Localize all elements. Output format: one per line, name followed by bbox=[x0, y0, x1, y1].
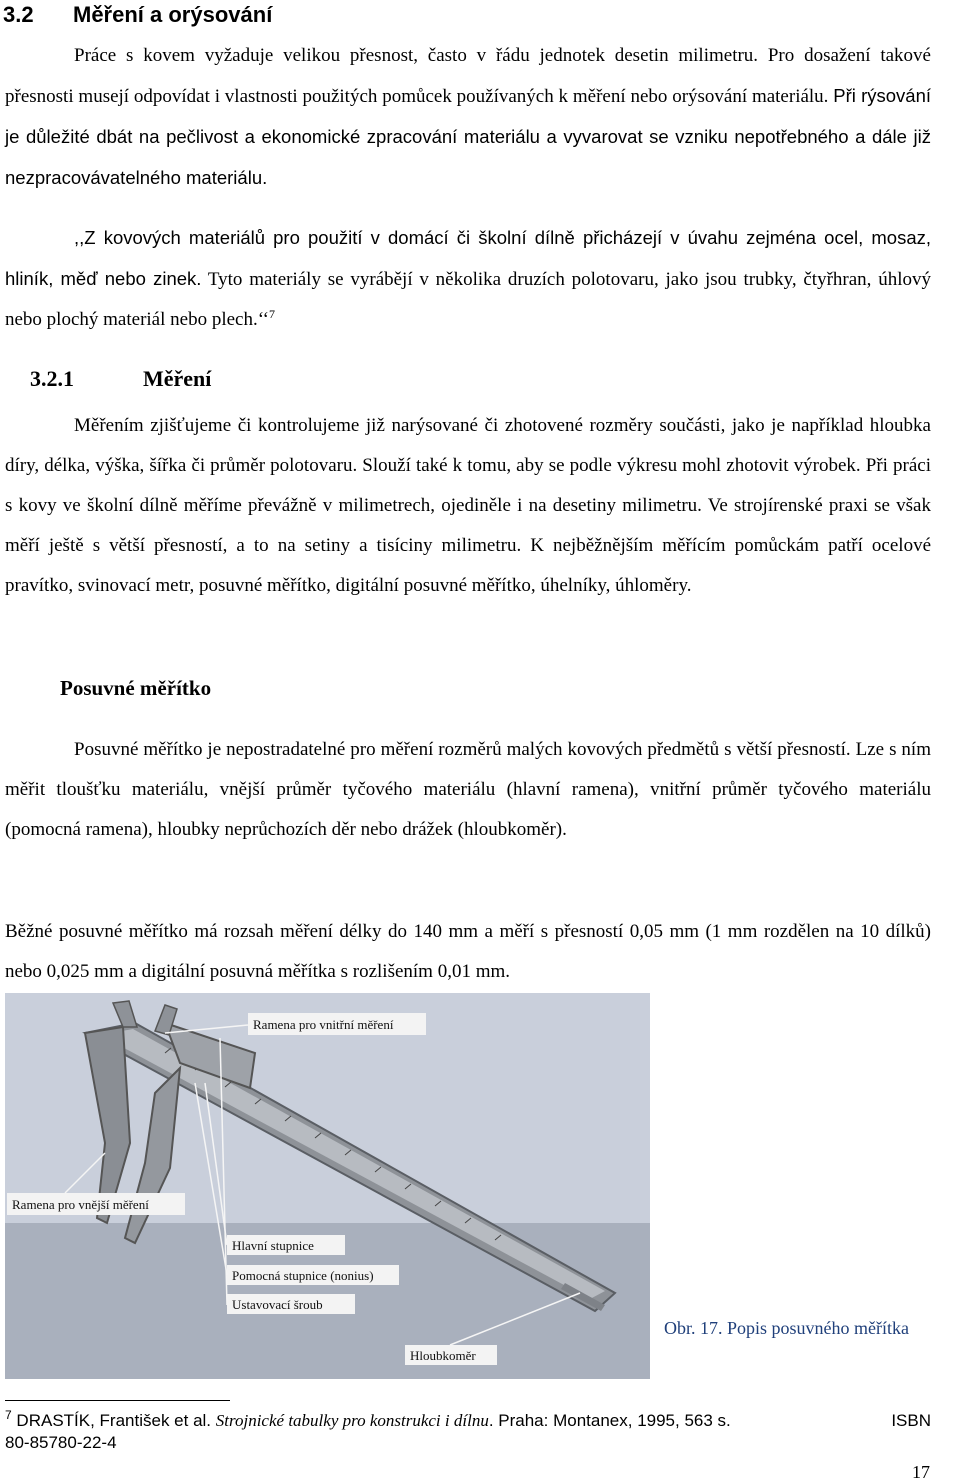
footnote-isbn-label: ISBN bbox=[891, 1411, 931, 1430]
quote-text: Tyto materiály se vyrábějí v několika druzích polotovaru, jako jsou trubky, čtyřhran, úhlový nebo plochý materiál nebo plech.‘‘ bbox=[5, 269, 931, 330]
label-vernier: Pomocná stupnice (nonius) bbox=[232, 1268, 374, 1283]
paragraph-caliper-range: Běžné posuvné měřítko má rozsah měření délky do 140 mm a měří s přesností 0,05 mm (1 mm rozdělen na 10 dílků) nebo 0,025 mm a digitální posuvná měřítka s rozlišením 0,01 mm. bbox=[5, 921, 931, 982]
paragraph-caliper-text: Posuvné měřítko je nepostradatelné pro měření rozměrů malých kovových předmětů s větší přesností. Lze s ním měřit tloušťku materiálu, vnější průměr tyčového materiálu (hlavní ramena), vnitřní průměr tyčového materiálu (pomocná ramena), hloubky neprůchozích děr nebo drážek (hloubkoměr). bbox=[5, 739, 931, 840]
section-title-text: Měření a orýsování bbox=[73, 2, 273, 27]
paragraph-measurement-text: Měřením zjišťujeme či kontrolujeme již narýsované či zhotovené rozměry součásti, jako je například hloubka díry, délka, výška, šířka či průměr polotovaru. Slouží také k tomu, aby se podle výkresu mohl zhotovit výrobek. Při práci s kovy ve školní dílně měříme převážně v milimetrech, ojediněle i na desetiny milimetru. Ve strojírenské praxi se však měří ještě s větší přesností, a to na setiny a tisíciny milimetru. K nejběžnějším měřícím pomůckám patří ocelové pravítko, svinovací metr, posuvné měřítko, digitální posuvné měřítko, úhelníky, úhloměry. bbox=[5, 415, 931, 596]
page-number: 17 bbox=[912, 1462, 930, 1482]
paragraph-measurement bbox=[5, 406, 931, 606]
quote-paragraph bbox=[5, 218, 931, 340]
label-depth-gauge: Hloubkoměr bbox=[410, 1348, 476, 1363]
heading-caliper: Posuvné měřítko bbox=[60, 676, 212, 700]
footnote-publisher: . Praha: Montanex, 1995, 563 s. bbox=[488, 1411, 731, 1430]
footnote-isbn: 80-85780-22-4 bbox=[5, 1433, 117, 1452]
label-lock-screw: Ustavovací šroub bbox=[232, 1297, 323, 1312]
section-number: 3.2 bbox=[3, 2, 34, 27]
paragraph-intro bbox=[5, 36, 931, 199]
footnote bbox=[5, 1410, 931, 1454]
section-title bbox=[3, 2, 272, 28]
paragraph-intro-sans: Při rýsování je důležité dbát na pečlivost a ekonomické zpracování materiálu a vyvarovat se vzniku nepotřebného a dále již nezpracovávatelného materiálu. bbox=[5, 85, 931, 188]
figure-caption: Obr. 17. Popis posuvného měřítka bbox=[664, 1318, 909, 1338]
quote-sans-text: ,,Z kovových materiálů pro použití v domácí či školní dílně přicházejí v úvahu zejména ocel, mosaz, hliník, měď nebo zinek. bbox=[5, 227, 931, 289]
subsection-number: 3.2.1 bbox=[30, 366, 74, 391]
label-inner-jaws: Ramena pro vnitřní měření bbox=[253, 1017, 394, 1032]
footnote-divider bbox=[5, 1400, 230, 1401]
paragraph-intro-text: Práce s kovem vyžaduje velikou přesnost, často v řádu jednotek desetin milimetru. Pro dosažení takové přesnosti musejí odpovídat i vlastnosti použitých pomůcek používaných k měření nebo orýsování materiálu. bbox=[5, 45, 931, 107]
subsection-title-text: Měření bbox=[143, 366, 212, 391]
subsection-title bbox=[30, 366, 211, 392]
caliper-illustration bbox=[5, 993, 650, 1379]
footnote-author: DRASTÍK, František et al. bbox=[16, 1411, 212, 1430]
footnote-book-title: Strojnické tabulky pro konstrukci i dílnu bbox=[215, 1411, 489, 1430]
label-main-scale: Hlavní stupnice bbox=[232, 1238, 314, 1253]
caliper-photo bbox=[5, 993, 650, 1379]
label-outer-jaws: Ramena pro vnější měření bbox=[12, 1197, 149, 1212]
footnote-number: 7 bbox=[5, 1408, 12, 1422]
paragraph-caliper bbox=[5, 730, 931, 850]
footnote-reference: 7 bbox=[268, 307, 275, 321]
